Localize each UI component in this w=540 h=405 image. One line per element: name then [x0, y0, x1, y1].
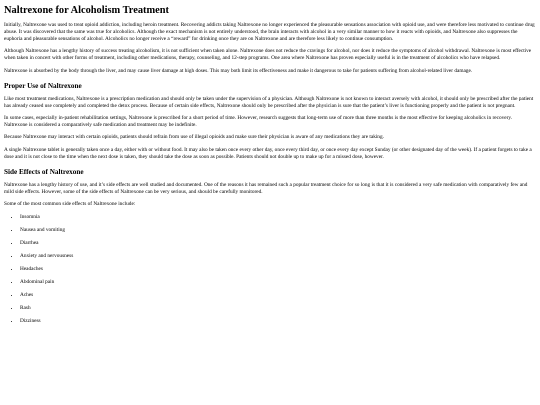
list-item: • Rash — [20, 305, 536, 312]
side-effects-list — [4, 214, 536, 325]
proper-use-paragraph: Like most treatment medications, Naltrexone is a prescription medication and should only be taken under the supervision of a physician. Although Naltrexone is not known to interact aversely with alcohol, it should only be prescribed after the patient has already ceased use completely and completed the detox process. Because of certain side effects, Naltrexone should only be prescribed after the physician is sure that the patient’s liver is functioning properly and the patient is not pregnant. — [4, 95, 534, 109]
list-item: • Dizziness — [20, 318, 536, 325]
proper-use-paragraph: In some cases, especially in-patient rehabilitation settings, Naltrexone is prescribed for a short period of time. However, research suggests that long-term use of more than three months is the most effective for keeping alcoholics in recovery. Naltrexone is considered a comparatively safe medication and treatment may be indefinite. — [4, 115, 512, 128]
list-item: • Headaches — [20, 266, 536, 273]
section-heading-proper-use: Proper Use of Naltrexone — [4, 81, 82, 90]
list-item: • Anxiety and nervousness — [20, 253, 536, 260]
side-effects-paragraph: Some of the most common side effects of Naltrexone include: — [4, 201, 136, 208]
intro-paragraph: Although Naltrexone has a lengthy history of success treating alcoholism, it is not sufficient when taken alone. Naltrexone does not reduce the cravings for alcohol, nor does it reduce the symptoms of alcohol withdrawal. Naltrexone is most effective when taken in concert with other forms of treatment, including other medications, therapy, counseling, and 12-step programs. One area where Naltrexone has proven especially useful is in the treatment of alcoholics who have relapsed. — [4, 48, 532, 62]
intro-paragraph: Naltrexone is absorbed by the body through the liver, and may cause liver damage at high doses. This may both limit its effectiveness and make it dangerous to take for patients suffering from alcohol-related liver damage. — [4, 67, 473, 74]
section-heading-side-effects: Side Effects of Naltrexone — [4, 167, 84, 176]
list-item: • Insomnia — [20, 214, 536, 221]
intro-paragraph: Initially, Naltrexone was used to treat opioid addiction, including heroin treatment. Recovering addicts taking Naltrexone no longer experienced the pleasurable sensations association with opioid use, and were therefore less motivated to continue drug abuse. It was discovered that the same was true for alcoholics. Although the exact mechanism is not entirely understood, the brain interacts with alcohol in a very similar manner to how it reacts with opioids, and Naltrexone also suppresses the euphoria and pleasurable sensations of alcohol. Alcoholics no longer receive a “reward” for drinking once they are on Naltrexone and are therefore less likely to continue consumption. — [4, 22, 535, 42]
list-item: • Nausea and vomiting — [20, 227, 536, 234]
list-item: • Diarrhea — [20, 240, 536, 247]
proper-use-paragraph: Because Naltrexone may interact with certain opioids, patients should refrain from use of illegal opioids and make sure their physician is aware of any medications they are taking. — [4, 134, 384, 141]
page-title: Naltrexone for Alcoholism Treatment — [4, 5, 169, 16]
proper-use-paragraph: A single Naltrexone tablet is generally taken once a day, either with or without food. It may also be taken once every other day, once every third day, or once every day except Sunday (or other designated day of the week). If a patient forgets to take a dose and it is not close to the time when the next dose is taken, they should take the dose as soon as possible. Patients should not double up to make up for a missed dose, however. — [4, 146, 532, 160]
side-effects-paragraph: Naltrexone has a lengthy history of use, and it’s side effects are well studied and documented. One of the reasons it has remained such a popular treatment choice for so long is that it is considered a very safe medication with comparatively few and mild side effects. However, some of the side effects of Naltrexone can be very serious, and should be carefully monitored. — [4, 181, 528, 195]
list-item: • Aches — [20, 292, 536, 299]
list-item: • Abdominal pain — [20, 279, 536, 286]
